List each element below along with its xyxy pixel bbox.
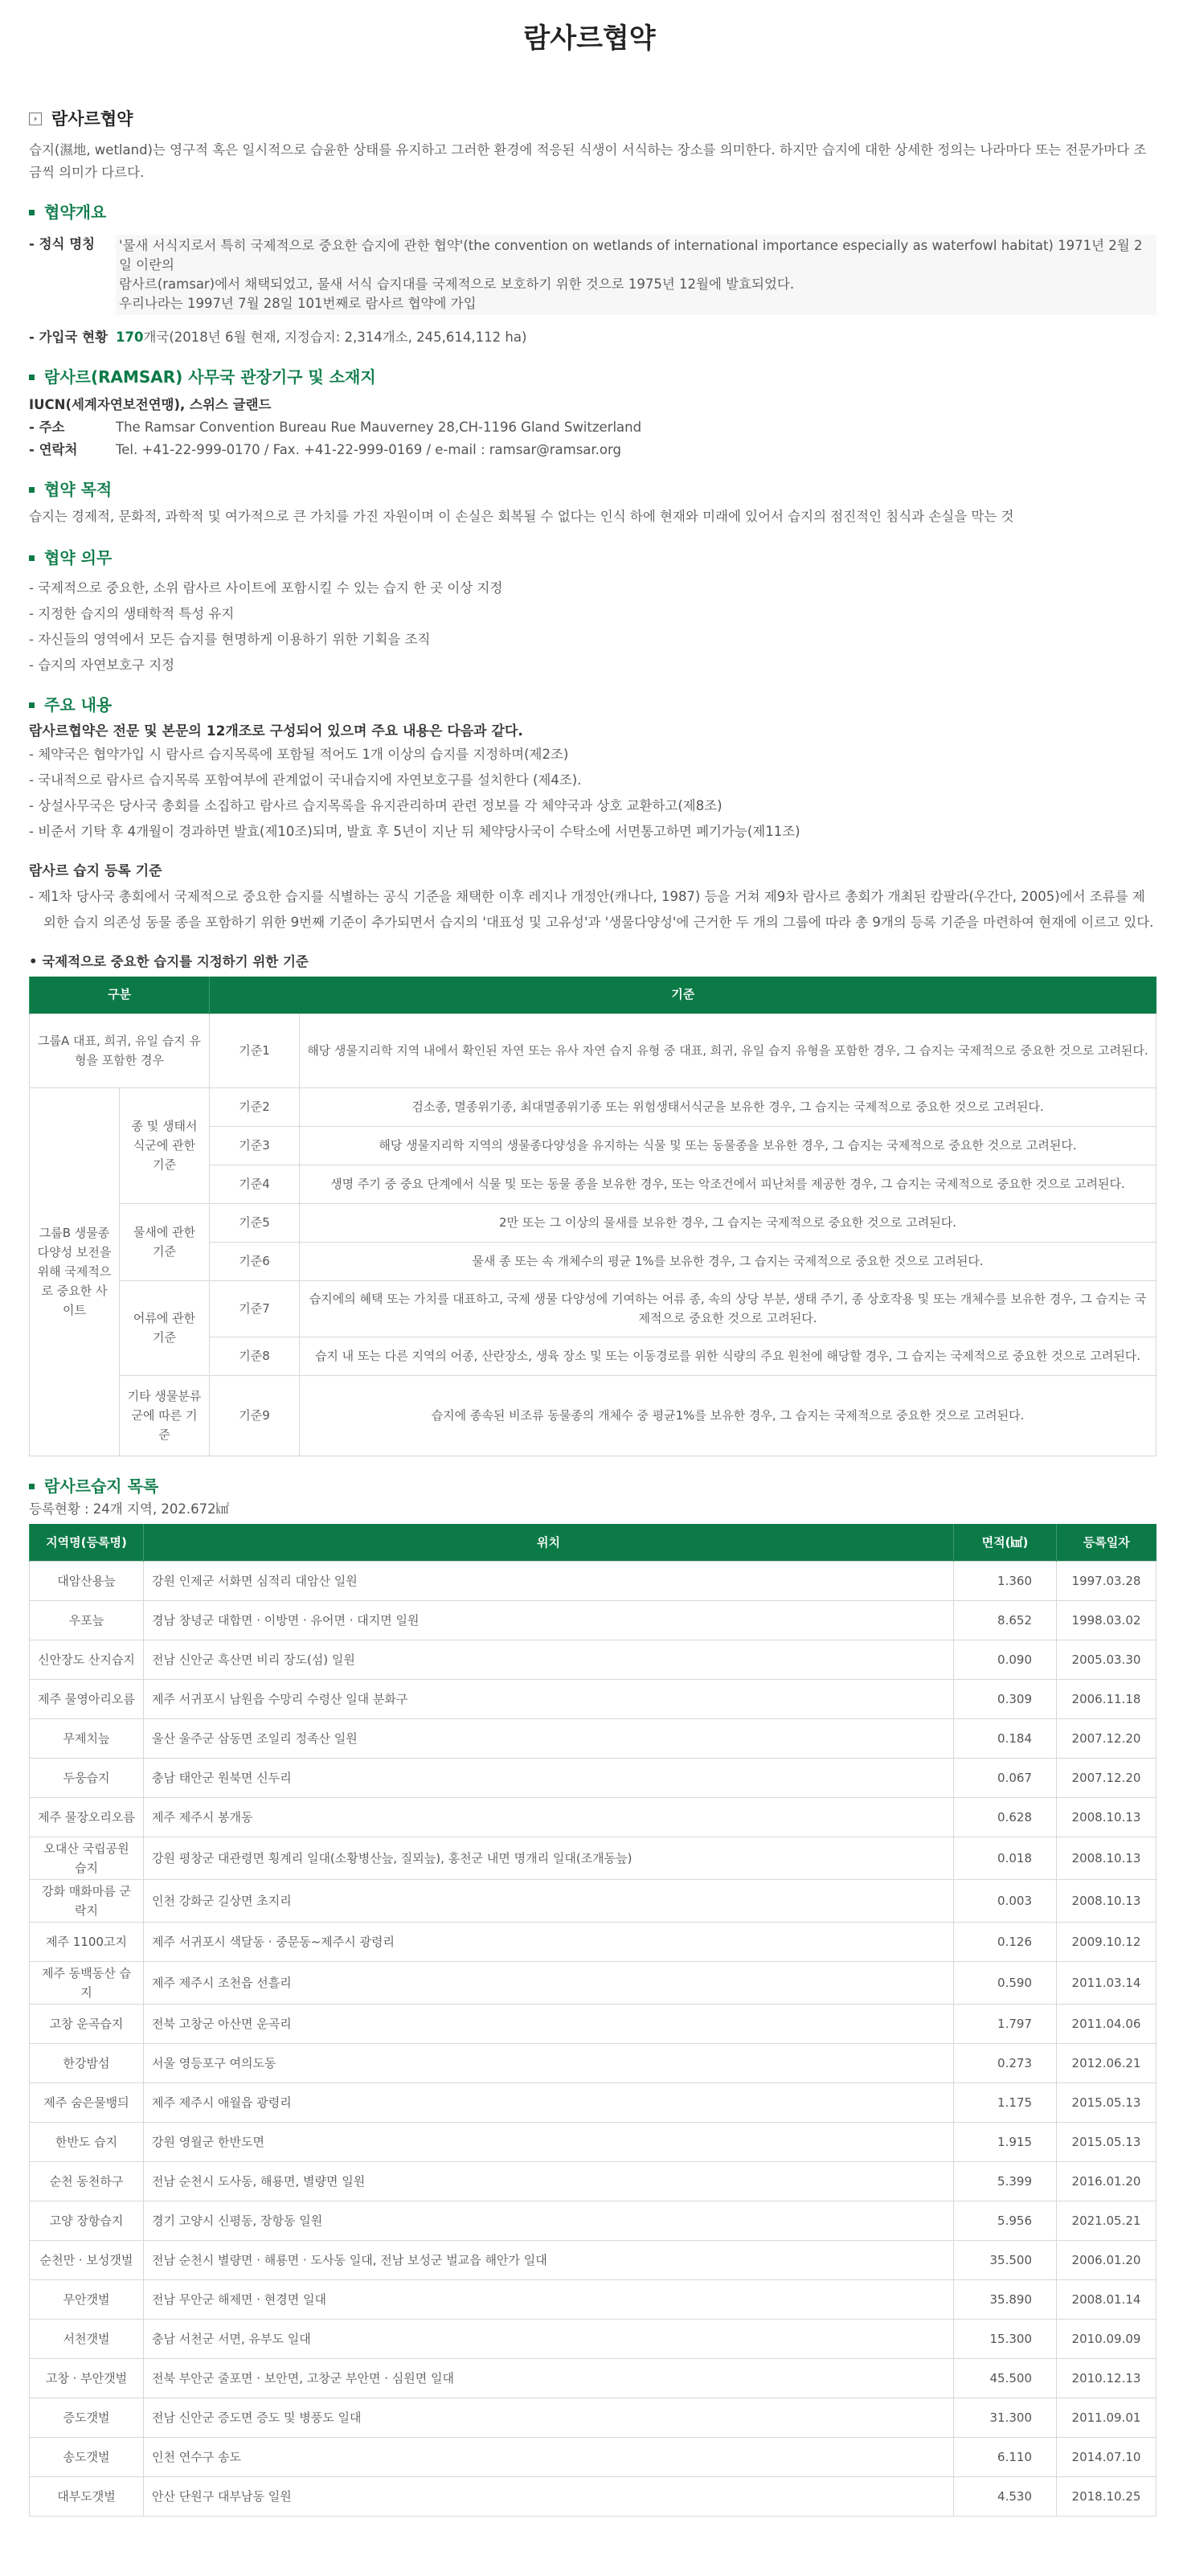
criteria-text: 물새 종 또는 속 개체수의 평균 1%를 보유한 경우, 그 습지는 국제적으로 중요한 것으로 고려된다. <box>300 1242 1156 1280</box>
wetland-location: 전남 순천시 별량면 · 해룡면 · 도사동 일대, 전남 보성군 벌교읍 해안가 일대 <box>144 2240 954 2279</box>
criteria-text: 습지에 종속된 비조류 동물종의 개체수 중 평균1%를 보유한 경우, 그 습지는 국제적으로 중요한 것으로 고려된다. <box>300 1375 1156 1456</box>
wetland-name: 제주 숨은물뱅듸 <box>30 2083 144 2122</box>
wetland-location: 전남 신안군 증도면 증도 및 병풍도 일대 <box>144 2398 954 2437</box>
wetland-area: 0.628 <box>954 1797 1057 1837</box>
subgroup-cell: 물새에 관한 기준 <box>120 1203 210 1280</box>
wetland-name: 송도갯벌 <box>30 2437 144 2476</box>
wetland-location: 강원 인제군 서화면 심적리 대암산 일원 <box>144 1561 954 1600</box>
wetland-date: 2011.09.01 <box>1057 2398 1156 2437</box>
wetland-location: 인천 강화군 길상면 초지리 <box>144 1879 954 1922</box>
wetland-date: 1997.03.28 <box>1057 1561 1156 1600</box>
wetland-area: 5.399 <box>954 2161 1057 2201</box>
page-title: 람사르협약 <box>523 23 656 55</box>
column-header: 구분 <box>30 977 210 1014</box>
table-header-row <box>30 1524 1156 1561</box>
wetland-date: 2005.03.30 <box>1057 1640 1156 1679</box>
wetland-location: 제주 서귀포시 남원읍 수망리 수령산 일대 분화구 <box>144 1679 954 1718</box>
column-header: 위치 <box>144 1524 954 1561</box>
table-row <box>30 1961 1156 2004</box>
wetland-location: 서울 영등포구 여의도동 <box>144 2043 954 2083</box>
wetland-location: 전남 신안군 흑산면 비리 장도(섬) 일원 <box>144 1640 954 1679</box>
wetland-area: 1.915 <box>954 2122 1057 2161</box>
table-row <box>30 2476 1156 2516</box>
wetland-name: 무제치늪 <box>30 1718 144 1758</box>
section-purpose <box>29 477 1156 502</box>
wetland-date: 2007.12.20 <box>1057 1718 1156 1758</box>
wetland-date: 2015.05.13 <box>1057 2083 1156 2122</box>
registration-title: 람사르 습지 등록 기준 <box>29 863 162 880</box>
wetland-area: 1.797 <box>954 2004 1057 2043</box>
group-b-cell: 그룹B 생물종 다양성 보전을 위해 국제적으로 중요한 사이트 <box>30 1087 120 1456</box>
address-value: The Ramsar Convention Bureau Rue Mauverney 28,CH-1196 Gland Switzerland <box>116 420 642 436</box>
list-item: - 상설사무국은 당사국 총회를 소집하고 람사르 습지목록을 유지관리하며 관련 정보를 각 체약국과 상호 교환하고(제8조) <box>29 793 1156 819</box>
square-bullet-icon <box>29 555 35 561</box>
table-row <box>30 2358 1156 2398</box>
wetland-name: 대부도갯벌 <box>30 2476 144 2516</box>
wetland-area: 0.003 <box>954 1879 1057 1922</box>
purpose-text: 습지는 경제적, 문화적, 과학적 및 여가적으로 큰 가치를 가진 자원이며 이 손실은 회복될 수 없다는 인식 하에 현재와 미래에 있어서 습지의 점진적인 침식과 손실을 막는 것 <box>29 509 1014 525</box>
wetland-location: 충남 태안군 원북면 신두리 <box>144 1758 954 1797</box>
square-bullet-icon <box>29 1484 35 1489</box>
list-item: - 국내적으로 람사르 습지목록 포함여부에 관계없이 국내습지에 자연보호구를 설치한다 (제4조). <box>29 768 1156 793</box>
wetland-location: 제주 제주시 애월읍 광령리 <box>144 2083 954 2122</box>
section-wetland-list <box>29 1474 1156 1499</box>
table-row <box>30 2279 1156 2319</box>
column-header: 기준 <box>210 977 1156 1014</box>
table-row <box>30 2161 1156 2201</box>
section-secretariat <box>29 365 1156 390</box>
wetland-name: 제주 물장오리오름 <box>30 1797 144 1837</box>
table-row <box>30 1280 1156 1337</box>
criteria-code: 기준2 <box>210 1087 300 1126</box>
wetland-location: 충남 서천군 서면, 유부도 일대 <box>144 2319 954 2358</box>
criteria-text: 해당 생물지리학 지역의 생물종다양성을 유지하는 식물 및 또는 동물종을 보유한 경우, 그 습지는 국제적으로 중요한 것으로 고려된다. <box>300 1126 1156 1165</box>
section-title: 협약개요 <box>44 202 107 222</box>
wetland-name: 서천갯벌 <box>30 2319 144 2358</box>
wetland-location: 제주 제주시 조천읍 선흘리 <box>144 1961 954 2004</box>
wetland-location: 전남 무안군 해제면 · 현경면 일대 <box>144 2279 954 2319</box>
list-item: - 비준서 기탁 후 4개월이 경과하면 발효(제10조)되며, 발효 후 5년이 지난 뒤 체약당사국이 수탁소에 서면통고하면 폐기가능(제11조) <box>29 819 1156 845</box>
table-row <box>30 1203 1156 1242</box>
address-row <box>29 418 1156 437</box>
wetland-date: 2011.04.06 <box>1057 2004 1156 2043</box>
criteria-code: 기준3 <box>210 1126 300 1165</box>
section-obligations <box>29 546 1156 571</box>
intro-heading <box>29 106 1156 133</box>
wetland-date: 2008.10.13 <box>1057 1879 1156 1922</box>
official-name-line: 람사르(ramsar)에서 채택되었고, 물새 서식 습지대를 국제적으로 보호하기 위한 것으로 1975년 12월에 발효되었다. <box>119 276 795 292</box>
criteria-code: 기준6 <box>210 1242 300 1280</box>
wetland-name: 한강밤섬 <box>30 2043 144 2083</box>
section-title: 협약 의무 <box>44 548 113 568</box>
criteria-code: 기준5 <box>210 1203 300 1242</box>
table-row <box>30 1837 1156 1879</box>
wetland-area: 31.300 <box>954 2398 1057 2437</box>
criteria-text: 해당 생물지리학 지역 내에서 확인된 자연 또는 유사 자연 습지 유형 중 대표, 희귀, 유일 습지 유형을 포함한 경우, 그 습지는 국제적으로 중요한 것으로 고려된다. <box>300 1014 1156 1087</box>
wetland-name: 신안장도 산지습지 <box>30 1640 144 1679</box>
table-row <box>30 2319 1156 2358</box>
members-row <box>29 328 1156 347</box>
registration-text: - 제1차 당사국 총회에서 국제적으로 중요한 습지를 식별하는 공식 기준을 채택한 이후 레지나 개정안(캐나다, 1987) 등을 거쳐 제9차 람사르 총회가 개최된 캄팔라(우간다, 2005)에서 조류를 제외한 습지 의존성 동물 종을 포함하기 위한 9번째 기준이 추가되면서 습지의 '대표성 및 고유성'과 '생물다양성'에 근거한 두 개의 그룹에 따라 총 9개의 등록 기준을 마련하여 현재에 이르고 있다. <box>29 888 1154 930</box>
wetland-name: 제주 동백동산 습지 <box>30 1961 144 2004</box>
wetland-location: 경기 고양시 신평동, 장항동 일원 <box>144 2201 954 2240</box>
wetland-area: 35.890 <box>954 2279 1057 2319</box>
official-name-row <box>29 235 1156 315</box>
list-item: - 체약국은 협약가입 시 람사르 습지목록에 포함될 적어도 1개 이상의 습지를 지정하며(제2조) <box>29 742 1156 768</box>
wetland-name: 두웅습지 <box>30 1758 144 1797</box>
wetland-area: 8.652 <box>954 1600 1057 1640</box>
wetland-name: 증도갯벌 <box>30 2398 144 2437</box>
official-name-line: '물새 서식지로서 특히 국제적으로 중요한 습지에 관한 협약'(the convention on wetlands of international importance especially as waterfowl habitat) 1971년 2월 2일 이란의 <box>119 237 1143 272</box>
column-header: 지역명(등록명) <box>30 1524 144 1561</box>
criteria-title: • 국제적으로 중요한 습지를 지정하기 위한 기준 <box>29 953 309 969</box>
criteria-code: 기준8 <box>210 1337 300 1375</box>
wetland-location: 인천 연수구 송도 <box>144 2437 954 2476</box>
table-row <box>30 1600 1156 1640</box>
table-row <box>30 2122 1156 2161</box>
table-row <box>30 1879 1156 1922</box>
wetland-date: 2015.05.13 <box>1057 2122 1156 2161</box>
subgroup-cell: 어류에 관한 기준 <box>120 1280 210 1375</box>
wetland-area: 0.090 <box>954 1640 1057 1679</box>
square-bullet-icon <box>29 487 35 493</box>
wetland-status: 등록현황 : 24개 지역, 202.672㎢ <box>29 1501 230 1517</box>
wetland-date: 2018.10.25 <box>1057 2476 1156 2516</box>
arrow-box-icon: › <box>29 113 42 125</box>
wetland-name: 제주 물영아리오름 <box>30 1679 144 1718</box>
wetland-area: 35.500 <box>954 2240 1057 2279</box>
wetland-date: 2008.01.14 <box>1057 2279 1156 2319</box>
wetland-name: 강화 매화마름 군락지 <box>30 1879 144 1922</box>
wetland-location: 강원 평창군 대관령면 횡계리 일대(소황병산늪, 질뫼늪), 홍천군 내면 명개리 일대(조개동늪) <box>144 1837 954 1879</box>
wetland-table-body <box>30 1561 1156 2516</box>
wetland-location: 제주 서귀포시 색달동 · 중문동~제주시 광령리 <box>144 1922 954 1961</box>
contact-row <box>29 440 1156 460</box>
wetland-name: 한반도 습지 <box>30 2122 144 2161</box>
wetland-location: 강원 영월군 한반도면 <box>144 2122 954 2161</box>
wetland-date: 2012.06.21 <box>1057 2043 1156 2083</box>
wetland-date: 2021.05.21 <box>1057 2201 1156 2240</box>
section-title: 협약 목적 <box>44 480 113 500</box>
column-header: 등록일자 <box>1057 1524 1156 1561</box>
official-name-label: - 정식 명칭 <box>29 235 96 252</box>
section-title: 주요 내용 <box>44 695 113 715</box>
criteria-text: 검소종, 멸종위기종, 최대멸종위기종 또는 위험생태서식군을 보유한 경우, 그 습지는 국제적으로 중요한 것으로 고려된다. <box>300 1087 1156 1126</box>
list-item: - 습지의 자연보호구 지정 <box>29 653 1156 678</box>
table-row <box>30 1922 1156 1961</box>
table-row <box>30 2083 1156 2122</box>
list-item: - 자신들의 영역에서 모든 습지를 현명하게 이용하기 위한 기획을 조직 <box>29 627 1156 653</box>
wetland-name: 대암산용늪 <box>30 1561 144 1600</box>
criteria-text: 생명 주기 중 중요 단계에서 식물 및 또는 동물 종을 보유한 경우, 또는 악조건에서 피난처를 제공한 경우, 그 습지는 국제적으로 중요한 것으로 고려된다. <box>300 1165 1156 1203</box>
wetland-location: 제주 제주시 봉개동 <box>144 1797 954 1837</box>
table-row <box>30 1087 1156 1126</box>
criteria-code: 기준1 <box>210 1014 300 1087</box>
registration-text-body: 제1차 당사국 총회에서 국제적으로 중요한 습지를 식별하는 공식 기준을 채택한 이후 레지나 개정안(캐나다, 1987) 등을 거쳐 제9차 람사르 총회가 개최된 캄팔라(우간다, 2005)에서 조류를 제외한 습지 의존성 동물 종을 포함하기 위한 9번째 기준이 추가되면서 습지의 '대표성 및 고유성'과 '생물다양성'에 근거한 두 개의 그룹에 따라 총 9개의 등록 기준을 마련하여 현재에 이르고 있다. <box>38 888 1154 930</box>
table-row <box>30 1797 1156 1837</box>
wetland-name: 무안갯벌 <box>30 2279 144 2319</box>
wetland-location: 전북 고창군 아산면 운곡리 <box>144 2004 954 2043</box>
wetland-name: 고창 · 부안갯벌 <box>30 2358 144 2398</box>
wetland-date: 2011.03.14 <box>1057 1961 1156 2004</box>
wetland-name: 제주 1100고지 <box>30 1922 144 1961</box>
wetland-location: 울산 울주군 삼동면 조일리 정족산 일원 <box>144 1718 954 1758</box>
wetland-area: 0.309 <box>954 1679 1057 1718</box>
wetland-name: 고창 운곡습지 <box>30 2004 144 2043</box>
table-row <box>30 2004 1156 2043</box>
wetland-date: 2006.01.20 <box>1057 2240 1156 2279</box>
wetland-area: 0.067 <box>954 1758 1057 1797</box>
wetland-date: 2009.10.12 <box>1057 1922 1156 1961</box>
section-title: 람사르습지 목록 <box>44 1476 159 1496</box>
wetland-date: 2007.12.20 <box>1057 1758 1156 1797</box>
table-row <box>30 2043 1156 2083</box>
official-name-line: 우리나라는 1997년 7월 28일 101번째로 람사르 협약에 가입 <box>119 295 477 311</box>
wetland-name: 순천 동천하구 <box>30 2161 144 2201</box>
column-header: 면적(㎢) <box>954 1524 1057 1561</box>
address-label: - 주소 <box>29 420 65 436</box>
wetland-date: 2016.01.20 <box>1057 2161 1156 2201</box>
wetland-area: 6.110 <box>954 2437 1057 2476</box>
wetland-name: 우포늪 <box>30 1600 144 1640</box>
contents-list <box>29 742 1156 845</box>
wetland-date: 2006.11.18 <box>1057 1679 1156 1718</box>
intro-text: 습지(濕地, wetland)는 영구적 혹은 일시적으로 습윤한 상태를 유지하고 그러한 환경에 적응된 식생이 서식하는 장소를 의미한다. 하지만 습지에 대한 상세한 정의는 나라마다 또는 전문가마다 조금씩 의미가 다르다. <box>29 141 1147 180</box>
table-row <box>30 1375 1156 1456</box>
contact-value[interactable]: Tel. +41-22-999-0170 / Fax. +41-22-999-0169 / e-mail : ramsar@ramsar.org <box>116 442 621 458</box>
wetland-area: 5.956 <box>954 2201 1057 2240</box>
table-row <box>30 1014 1156 1087</box>
members-count: 170 <box>116 329 144 345</box>
criteria-text: 습지에의 혜택 또는 가치를 대표하고, 국제 생물 다양성에 기여하는 어류 종, 속의 상당 부분, 생태 주기, 종 상호작용 및 또는 개체수를 보유한 경우, 그 습지는 국제적으로 중요한 것으로 고려된다. <box>300 1280 1156 1337</box>
wetland-area: 0.126 <box>954 1922 1057 1961</box>
section-title: 람사르(RAMSAR) 사무국 관장기구 및 소재지 <box>44 367 376 387</box>
wetland-table <box>29 1524 1156 2517</box>
wetland-location: 전남 순천시 도사동, 해룡면, 별량면 일원 <box>144 2161 954 2201</box>
group-a-cell: 그룹A 대표, 희귀, 유일 습지 유형을 포함한 경우 <box>30 1014 210 1087</box>
wetland-date: 2008.10.13 <box>1057 1797 1156 1837</box>
wetland-date: 2010.09.09 <box>1057 2319 1156 2358</box>
criteria-text: 습지 내 또는 다른 지역의 어종, 산란장소, 생육 장소 및 또는 이동경로를 위한 식량의 주요 원천에 해당할 경우, 그 습지는 국제적으로 중요한 것으로 고려된다. <box>300 1337 1156 1375</box>
square-bullet-icon <box>29 702 35 708</box>
table-row <box>30 1758 1156 1797</box>
wetland-date: 1998.03.02 <box>1057 1600 1156 1640</box>
obligations-list <box>29 575 1156 678</box>
section-contents <box>29 693 1156 718</box>
table-row <box>30 2240 1156 2279</box>
wetland-area: 0.273 <box>954 2043 1057 2083</box>
criteria-code: 기준9 <box>210 1375 300 1456</box>
criteria-text: 2만 또는 그 이상의 물새를 보유한 경우, 그 습지는 국제적으로 중요한 것으로 고려된다. <box>300 1203 1156 1242</box>
table-header-row <box>30 977 1156 1014</box>
list-item: - 국제적으로 중요한, 소위 람사르 사이트에 포함시킬 수 있는 습지 한 곳 이상 지정 <box>29 575 1156 601</box>
wetland-name: 순천만 · 보성갯벌 <box>30 2240 144 2279</box>
wetland-area: 15.300 <box>954 2319 1057 2358</box>
table-row <box>30 1718 1156 1758</box>
wetland-area: 45.500 <box>954 2358 1057 2398</box>
members-text: 개국(2018년 6월 현재, 지정습지: 2,314개소, 245,614,112 ha) <box>143 329 527 345</box>
square-bullet-icon <box>29 375 35 380</box>
table-row <box>30 2398 1156 2437</box>
table-row <box>30 1561 1156 1600</box>
wetland-area: 0.184 <box>954 1718 1057 1758</box>
wetland-location: 안산 단원구 대부남동 일원 <box>144 2476 954 2516</box>
intro-title: 람사르협약 <box>51 109 133 129</box>
wetland-area: 0.018 <box>954 1837 1057 1879</box>
contact-label: - 연락처 <box>29 442 78 458</box>
contents-lead: 람사르협약은 전문 및 본문의 12개조로 구성되어 있으며 주요 내용은 다음과 같다. <box>29 723 523 740</box>
wetland-date: 2014.07.10 <box>1057 2437 1156 2476</box>
wetland-location: 경남 창녕군 대합면 · 이방면 · 유어면 · 대지면 일원 <box>144 1600 954 1640</box>
criteria-code: 기준4 <box>210 1165 300 1203</box>
wetland-area: 1.360 <box>954 1561 1057 1600</box>
table-row <box>30 1679 1156 1718</box>
wetland-area: 4.530 <box>954 2476 1057 2516</box>
subgroup-cell: 종 및 생태서식군에 관한 기준 <box>120 1087 210 1203</box>
wetland-area: 0.590 <box>954 1961 1057 2004</box>
wetland-date: 2010.12.13 <box>1057 2358 1156 2398</box>
wetland-date: 2008.10.13 <box>1057 1837 1156 1879</box>
table-row <box>30 1640 1156 1679</box>
subgroup-cell: 기타 생물분류군에 따른 기준 <box>120 1375 210 1456</box>
criteria-code: 기준7 <box>210 1280 300 1337</box>
secretariat-org: IUCN(세계자연보전연맹), 스위스 글랜드 <box>29 396 272 412</box>
section-overview <box>29 200 1156 225</box>
list-item: - 지정한 습지의 생태학적 특성 유지 <box>29 601 1156 627</box>
members-label: - 가입국 현황 <box>29 329 108 345</box>
wetland-name: 오대산 국립공원 습지 <box>30 1837 144 1879</box>
table-row <box>30 2437 1156 2476</box>
table-row <box>30 2201 1156 2240</box>
square-bullet-icon <box>29 210 35 215</box>
wetland-area: 1.175 <box>954 2083 1057 2122</box>
wetland-name: 고양 장항습지 <box>30 2201 144 2240</box>
criteria-table <box>29 977 1156 1456</box>
wetland-location: 전북 부안군 줄포면 · 보안면, 고창군 부안면 · 심원면 일대 <box>144 2358 954 2398</box>
